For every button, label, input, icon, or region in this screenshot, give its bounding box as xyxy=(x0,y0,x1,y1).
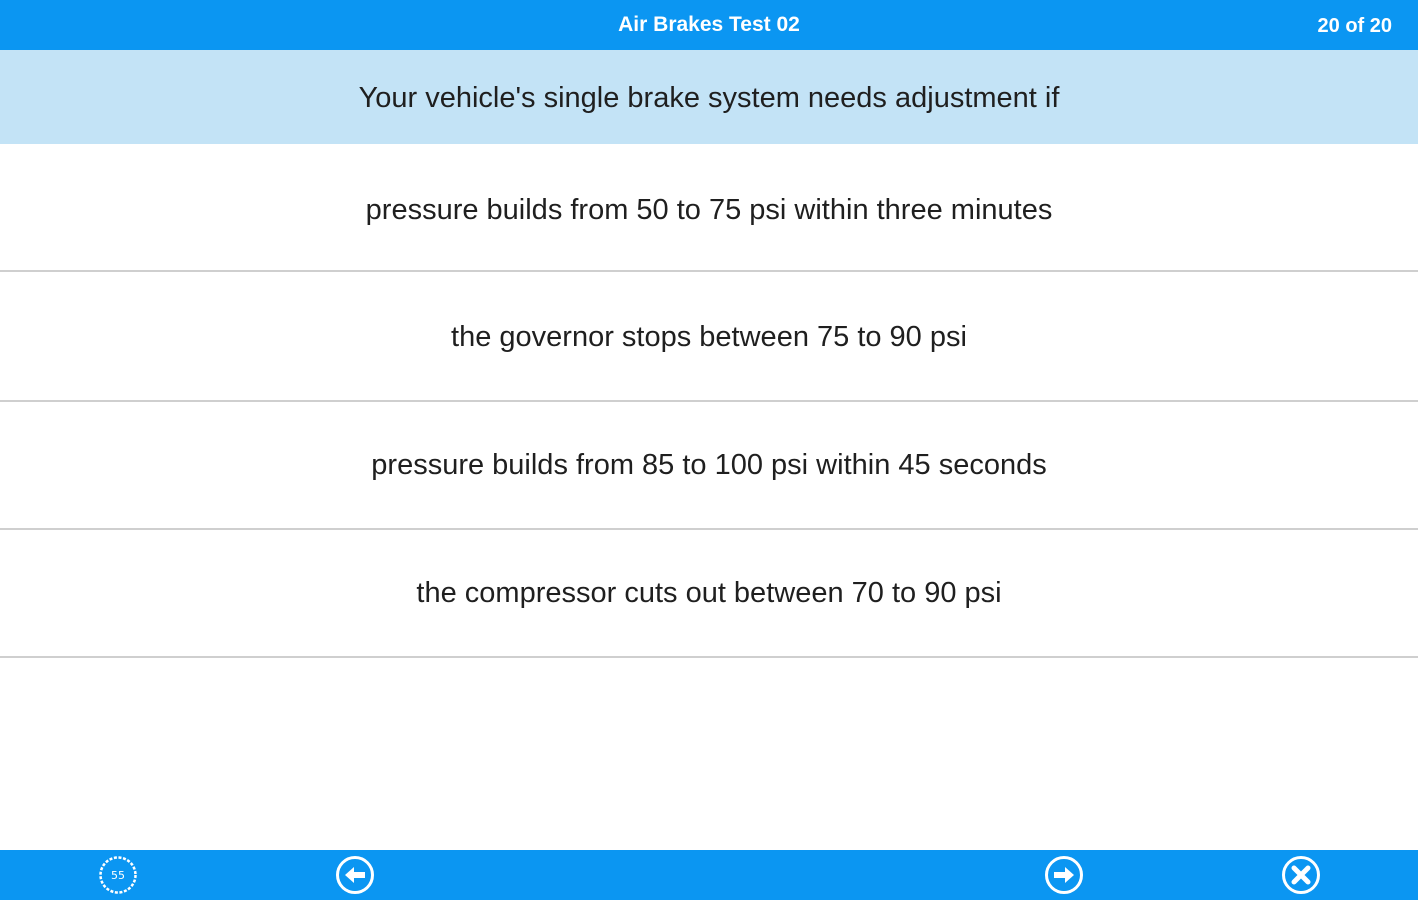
answer-option-2[interactable]: the governor stops between 75 to 90 psi xyxy=(0,272,1418,402)
answer-list xyxy=(0,144,1418,658)
timer-button[interactable] xyxy=(98,855,138,895)
answer-option-1[interactable]: pressure builds from 50 to 75 psi within three minutes xyxy=(0,144,1418,272)
timer-value: 55 xyxy=(111,869,125,882)
bottom-toolbar xyxy=(0,850,1418,900)
previous-button[interactable] xyxy=(335,855,375,895)
answer-option-4[interactable]: the compressor cuts out between 70 to 90 psi xyxy=(0,530,1418,658)
next-button[interactable] xyxy=(1044,855,1084,895)
answer-option-3[interactable]: pressure builds from 85 to 100 psi within 45 seconds xyxy=(0,402,1418,530)
question-progress: 20 of 20 xyxy=(1317,15,1392,37)
title-bar xyxy=(0,0,1418,50)
arrow-right-icon xyxy=(1044,855,1084,895)
arrow-left-icon xyxy=(335,855,375,895)
question-text: Your vehicle's single brake system needs adjustment if xyxy=(0,50,1418,144)
test-title: Air Brakes Test 02 xyxy=(618,13,800,36)
close-icon xyxy=(1281,855,1321,895)
close-button[interactable] xyxy=(1281,855,1321,895)
